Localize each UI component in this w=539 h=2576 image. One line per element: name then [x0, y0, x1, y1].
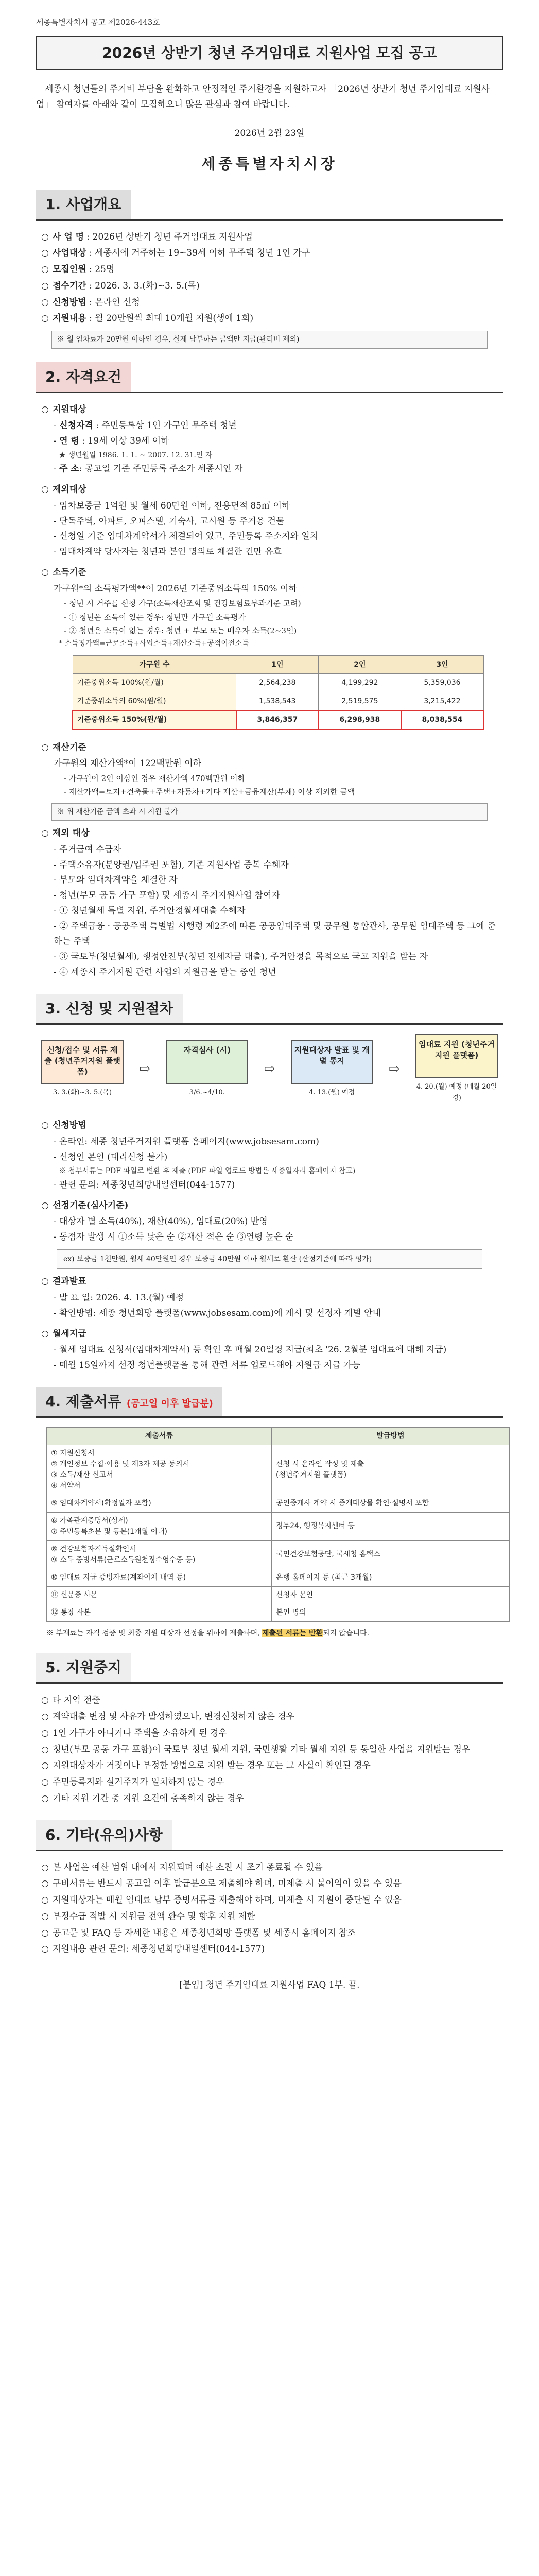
- bullet-icon: ○: [41, 248, 49, 259]
- table-row: [47, 1445, 510, 1495]
- section-header-overview: [36, 190, 503, 221]
- table-row: [73, 692, 483, 710]
- section-label: 1. 사업개요: [36, 190, 131, 219]
- exclude-title: ○ 제외대상: [41, 484, 86, 495]
- table-cell: 3,215,422: [401, 692, 483, 710]
- step-date: 4. 20.(월) 예정 (매월 20일경): [416, 1082, 497, 1103]
- bullet-icon: ○: [41, 1911, 49, 1922]
- item-key: 모집인원: [53, 264, 86, 275]
- table-cell: 정부24, 행정복지센터 등: [272, 1512, 510, 1540]
- income-table: [72, 655, 484, 730]
- list-item: - 월세 임대료 신청서(임대차계약서) 등 확인 후 매월 20일경 지급(최초 '26. 2월분 임대료에 대해 지급): [54, 1345, 447, 1355]
- bullet-icon: ○: [41, 1695, 49, 1706]
- table-cell: 1,538,543: [236, 692, 319, 710]
- list-item: - ② 청년은 소득이 없는 경우: 청년 + 부모 또는 배우자 소득(2~3인): [64, 625, 297, 635]
- bullet-icon: ○: [41, 280, 49, 291]
- item-value: : 세종시에 거주하는 19~39세 이하 무주택 청년 1인 가구: [86, 248, 310, 259]
- apply-list: [36, 1134, 503, 1165]
- list-item: - 청년 시 거주를 신청 가구(소득재산조회 및 건강보험료부과기준 고려): [64, 599, 301, 608]
- target-title: ○ 지원대상: [41, 404, 86, 415]
- asset-title: ○ 재산기준: [41, 742, 86, 753]
- bullet-icon: ○: [41, 313, 49, 324]
- documents-note: ※ 부재료는 자격 검증 및 최종 지원 대상자 선정을 위하여 제출하며, 제출된 서류는 반환되지 않습니다.: [46, 1629, 370, 1637]
- list-item: - 주거급여 수급자: [54, 844, 121, 855]
- table-row: [47, 1586, 510, 1604]
- income-title: ○ 소득기준: [41, 567, 86, 578]
- list-item: - 단독주택, 아파트, 오피스텔, 기숙사, 고시원 등 주거용 건물: [54, 516, 285, 527]
- table-cell: 기준중위소득 100%(원/월): [73, 674, 236, 692]
- table-cell: 공인중개사 계약 시 중개대상물 확인·설명서 포함: [272, 1495, 510, 1512]
- procedure-step: [41, 1040, 124, 1099]
- list-item: - ④ 세종시 주거지원 관련 사업의 지원금을 받는 중인 청년: [54, 967, 276, 977]
- overview-item: [41, 295, 503, 311]
- income-formula: * 소득평가액=근로소득+사업소득+재산소득+공적이전소득: [59, 639, 249, 648]
- list-item: [41, 1775, 503, 1790]
- list-item: - 청년(부모 공동 가구 포함) 및 세종시 주거지원사업 참여자: [54, 890, 280, 901]
- item-value: : 19세 이상 39세 이하: [79, 436, 169, 446]
- list-item: - 신청인 본인 (대리신청 불가): [54, 1151, 168, 1162]
- list-item: - 신청자격 : 주민등록상 1인 가구인 무주택 청년: [54, 420, 237, 431]
- notice-title: 2026년 상반기 청년 주거임대료 지원사업 모집 공고: [36, 36, 503, 70]
- section-header-eligibility: [36, 362, 503, 393]
- table-row: [47, 1495, 510, 1512]
- table-cell: ⑩ 임대료 지급 증빙자료(계좌이체 내역 등): [47, 1569, 272, 1586]
- list-item: - 재산가액=토지+건축물+주택+자동차+기타 재산+금융재산(부채) 이상 제외한 금액: [64, 787, 355, 797]
- list-item: - 가구원이 2인 이상인 경우 재산가액 470백만원 이하: [64, 774, 245, 783]
- list-item: - 부모와 임대차계약을 체결한 자: [54, 875, 178, 886]
- step-box: 지원대상자 발표 및 개별 통지: [291, 1040, 373, 1084]
- exclude-list: [36, 499, 503, 560]
- issuing-org: 세종특별자치시장: [201, 155, 338, 172]
- intro-paragraph: 세종시 청년들의 주거비 부담을 완화하고 안정적인 주거환경을 지원하고자 「2026년 상반기 청년 주거임대료 지원사업」 참여자를 아래와 같이 모집하오니 많은 관심과 참여 바랍니다.: [36, 84, 490, 110]
- suspension-list: [36, 1693, 503, 1806]
- list-item: - 임대차계약 당사자는 청년과 본인 명의로 체결한 건만 유효: [54, 547, 282, 557]
- step-box: 자격심사 (시): [166, 1040, 248, 1084]
- procedure-step: [166, 1040, 248, 1099]
- table-header: 1인: [236, 655, 319, 674]
- item-key: 접수기간: [53, 280, 86, 291]
- bullet-icon: ○: [41, 1927, 49, 1938]
- table-cell: 국민건강보험공단, 국세청 홈택스: [272, 1540, 510, 1569]
- apply-title: ○ 신청방법: [41, 1120, 86, 1130]
- step-date: 3. 3.(화)~3. 5.(목): [53, 1088, 112, 1096]
- notes-list: [36, 1860, 503, 1958]
- section-header-notes: [36, 1820, 503, 1851]
- selection-list: [36, 1214, 503, 1245]
- bullet-icon: ○: [41, 297, 49, 308]
- overview-item: [41, 279, 503, 294]
- overview-item: [41, 311, 503, 327]
- list-item: [41, 1709, 503, 1725]
- list-item: - 신청일 기준 임대차계약서가 체결되어 있고, 주민등록 주소지와 일치: [54, 531, 319, 542]
- table-row: [73, 674, 483, 692]
- table-cell: 2,519,575: [319, 692, 401, 710]
- item-key: 사 업 명: [53, 231, 84, 242]
- item-text: 주민등록지와 실거주지가 일치하지 않는 경우: [53, 1777, 224, 1787]
- income-desc: 가구원*의 소득평가액**이 2026년 기준중위소득의 150% 이하: [54, 583, 297, 594]
- list-item: [41, 1860, 503, 1876]
- income-notes: [36, 597, 503, 637]
- section-label: 2. 자격요건: [36, 362, 131, 392]
- item-text: 본 사업은 예산 범위 내에서 지원되며 예산 소진 시 조기 종료될 수 있음: [53, 1862, 323, 1873]
- item-value: : 주민등록상 1인 가구인 무주택 청년: [93, 420, 237, 431]
- item-text: 구비서류는 반드시 공고일 이후 발급분으로 제출해야 하며, 미제출 시 불이익이 있을 수 있음: [53, 1878, 402, 1889]
- item-text: 지원대상자가 거짓이나 부정한 방법으로 지원 받는 경우 또는 그 사실이 확인된 경우: [53, 1760, 371, 1771]
- list-item: - 동점자 발생 시 ①소득 낮은 순 ②재산 적은 순 ③연령 높은 순: [54, 1232, 294, 1242]
- item-key: 신청방법: [53, 297, 86, 308]
- list-item: - ① 청년은 소득이 있는 경우: 청년만 가구원 소득평가: [64, 612, 246, 622]
- table-header: 2인: [319, 655, 401, 674]
- asset-notes: [36, 772, 503, 799]
- bullet-icon: ○: [41, 1793, 49, 1804]
- inquiry: - 관련 문의: 세종청년희망내일센터(044-1577): [54, 1179, 235, 1190]
- list-item: [41, 1893, 503, 1908]
- list-item: [41, 1726, 503, 1741]
- item-text: 타 지역 전출: [53, 1695, 100, 1706]
- section-header-procedure: [36, 994, 503, 1025]
- table-header: 가구원 수: [73, 655, 236, 674]
- overview-item: [41, 262, 503, 278]
- item-text: 1인 가구가 아니거나 주택을 소유하게 된 경우: [53, 1727, 227, 1738]
- list-item: - 임차보증금 1억원 및 월세 60만원 이하, 전용면적 85㎡ 이하: [54, 500, 290, 511]
- list-item: - 매월 15일까지 선정 청년플랫폼을 통해 관련 서류 업로드해야 지원금 지급 가능: [54, 1360, 360, 1370]
- bullet-icon: ○: [41, 1711, 49, 1722]
- table-cell: 기준중위소득 150%(원/월): [73, 710, 236, 730]
- table-cell: ⑤ 임대차계약서(확정일자 포함): [47, 1495, 272, 1512]
- selection-example: ex) 보증금 1천만원, 월세 40만원인 경우 보증금 40만원 이하 월세로 환산 (산정기준에 따라 평가): [57, 1249, 482, 1269]
- item-key: 연 령: [59, 436, 79, 446]
- procedure-step: [291, 1040, 373, 1099]
- nonapp-list: [36, 842, 503, 980]
- overview-list: [36, 230, 503, 327]
- payment-list: [36, 1343, 503, 1374]
- item-text: 지원대상자는 매월 임대료 납부 증빙서류를 제출해야 하며, 미제출 시 지원이 중단될 수 있음: [53, 1895, 402, 1905]
- asset-box: ※ 위 재산기준 금액 초과 시 지원 불가: [51, 803, 488, 821]
- arrow-right-icon: ⇨: [388, 1061, 400, 1077]
- list-item: [41, 1926, 503, 1941]
- section-label: 3. 신청 및 지원절차: [36, 994, 183, 1023]
- arrow-right-icon: ⇨: [264, 1061, 275, 1077]
- list-item: - ③ 국토부(청년월세), 행정안전부(청년 전세자금 대출), 주거안정을 목적으로 국고 지원을 받는 자: [54, 952, 428, 962]
- procedure-step: [415, 1034, 498, 1105]
- bullet-icon: ○: [41, 1895, 49, 1905]
- table-header: 제출서류: [47, 1427, 272, 1445]
- step-date: 4. 13.(월) 예정: [309, 1088, 355, 1096]
- item-key: 신청자격: [59, 420, 93, 431]
- list-item: - 발 표 일: 2026. 4. 13.(월) 예정: [54, 1293, 184, 1303]
- section-label: 4. 제출서류 (공고일 이후 발급분): [36, 1387, 222, 1416]
- notice-date: 2026년 2월 23일: [234, 128, 305, 139]
- table-row: [47, 1512, 510, 1540]
- table-row: [47, 1604, 510, 1621]
- table-header: 3인: [401, 655, 483, 674]
- table-cell: 3,846,357: [236, 710, 319, 730]
- overview-item: [41, 230, 503, 245]
- result-title: ○ 결과발표: [41, 1276, 86, 1287]
- item-value: : 2026. 3. 3.(화)~3. 5.(목): [86, 280, 200, 291]
- list-item: [41, 1791, 503, 1807]
- bullet-icon: ○: [41, 1862, 49, 1873]
- bullet-icon: ○: [41, 1878, 49, 1889]
- bullet-icon: ○: [41, 1944, 49, 1955]
- list-item: - 확인방법: 세종 청년희망 플랫폼(www.jobsesam.com)에 게시 및 선정자 개별 안내: [54, 1308, 381, 1318]
- item-value: : 월 20만원씩 최대 10개월 지원(생애 1회): [86, 313, 254, 324]
- step-date: 3/6.~4/10.: [189, 1088, 225, 1096]
- item-key: 사업대상: [53, 248, 86, 259]
- overview-item: [41, 246, 503, 261]
- overview-note: ※ 월 임차료가 20만원 이하인 경우, 실제 납부하는 금액만 지급(관리비 제외): [51, 331, 488, 349]
- table-cell: ⑥ 가족관계증명서(상세) ⑦ 주민등록초본 및 등본(1개월 이내): [47, 1512, 272, 1540]
- list-item: - 연 령 : 19세 이상 39세 이하: [54, 436, 169, 446]
- table-cell: 2,564,238: [236, 674, 319, 692]
- table-cell: 4,199,292: [319, 674, 401, 692]
- documents-table: [46, 1427, 510, 1622]
- list-item: [41, 1942, 503, 1957]
- section-header-suspension: [36, 1653, 503, 1684]
- table-cell: 기준중위소득의 60%(원/월): [73, 692, 236, 710]
- age-note: ★ 생년월일 1986. 1. 1. ~ 2007. 12. 31.인 자: [59, 451, 213, 460]
- list-item: - 온라인: 세종 청년주거지원 플랫폼 홈페이지(www.jobsesam.com): [54, 1136, 319, 1147]
- address-item: - 주 소: 공고일 기준 주민등록 주소가 세종시인 자: [54, 464, 243, 474]
- list-item: - ① 청년월세 특별 지원, 주거안정월세대출 수혜자: [54, 905, 246, 916]
- payment-title: ○ 월세지급: [41, 1328, 86, 1339]
- item-key: 지원내용: [53, 313, 86, 324]
- table-cell: ① 지원신청서 ② 개인정보 수집·이용 및 제3자 제공 동의서 ③ 소득/재산 신고서 ④ 서약서: [47, 1445, 272, 1495]
- item-text: 기타 지원 기간 중 지원 요건에 충족하지 않는 경우: [53, 1793, 244, 1804]
- table-cell: 신청자 본인: [272, 1586, 510, 1604]
- section-label: 5. 지원중지: [36, 1653, 131, 1682]
- item-value: : 25명: [86, 264, 115, 275]
- section-label: 6. 기타(유의)사항: [36, 1820, 172, 1850]
- list-item: [41, 1909, 503, 1925]
- list-item: [41, 1876, 503, 1892]
- bullet-icon: ○: [41, 264, 49, 275]
- list-item: - ② 주택금융 · 공공주택 특별법 시행령 제2조에 따른 공공임대주택 및 공무원 통합관사, 공무원 임대주택 등 그에 준하는 주택: [54, 921, 496, 947]
- item-value: : 온라인 신청: [86, 297, 140, 308]
- bullet-icon: ○: [41, 1744, 49, 1755]
- table-cell: 은행 홈페이지 등 (최근 3개월): [272, 1569, 510, 1586]
- table-header: 발급방법: [272, 1427, 510, 1445]
- list-item: - 대상자 별 소득(40%), 재산(40%), 임대료(20%) 반영: [54, 1216, 268, 1227]
- item-text: 부정수급 적발 시 지원금 전액 환수 및 향후 지원 제한: [53, 1911, 255, 1922]
- table-cell: ⑪ 신분증 사본: [47, 1586, 272, 1604]
- step-box: 신청/접수 및 서류 제출 (청년주거지원 플랫폼): [41, 1040, 124, 1084]
- item-text: 청년(부모 공동 가구 포함)이 국토부 청년 월세 지원, 국민생활 기타 월세 지원 등 동일한 사업을 지원받는 경우: [53, 1744, 471, 1755]
- list-item: [41, 1758, 503, 1774]
- selection-title: ○ 선정기준(심사기준): [41, 1200, 129, 1211]
- item-text: 계약대출 변경 및 사유가 발생하였으나, 변경신청하지 않은 경우: [53, 1711, 295, 1722]
- item-text: 지원내용 관련 문의: 세종청년희망내일센터(044-1577): [53, 1944, 265, 1955]
- bullet-icon: ○: [41, 231, 49, 242]
- section-header-documents: [36, 1387, 503, 1418]
- table-cell: ⑫ 통장 사본: [47, 1604, 272, 1621]
- nonapp-title: ○ 제외 대상: [41, 828, 90, 838]
- asset-desc: 가구원의 재산가액*이 122백만원 이하: [54, 758, 202, 769]
- table-cell: 신청 시 온라인 작성 및 제출 (청년주거지원 플랫폼): [272, 1445, 510, 1495]
- bullet-icon: ○: [41, 1727, 49, 1738]
- table-cell: ⑧ 건강보험자격득실확인서 ⑨ 소득 증빙서류(근로소득원천징수영수증 등): [47, 1540, 272, 1569]
- table-cell: 본인 명의: [272, 1604, 510, 1621]
- table-cell: 8,038,554: [401, 710, 483, 730]
- item-value: : 2026년 상반기 청년 주거임대료 지원사업: [84, 231, 253, 242]
- item-text: 공고문 및 FAQ 등 자세한 내용은 세종청년희망 플랫폼 및 세종시 홈페이지 참조: [53, 1927, 356, 1938]
- table-cell: 5,359,036: [401, 674, 483, 692]
- table-row: [47, 1540, 510, 1569]
- bullet-icon: ○: [41, 1777, 49, 1787]
- notice-number: 세종특별자치시 공고 제2026-443호: [36, 18, 160, 27]
- list-item: [41, 1693, 503, 1708]
- list-item: [41, 1742, 503, 1758]
- result-list: [36, 1291, 503, 1321]
- arrow-right-icon: ⇨: [139, 1061, 151, 1077]
- table-row: [73, 710, 483, 730]
- table-cell: 6,298,938: [319, 710, 401, 730]
- attachment-footer: [붙임] 청년 주거임대료 지원사업 FAQ 1부. 끝.: [179, 1980, 360, 1990]
- target-list: [36, 418, 503, 449]
- procedure-steps: [41, 1034, 498, 1105]
- bullet-icon: ○: [41, 1760, 49, 1771]
- step-box: 임대료 지원 (청년주거지원 플랫폼): [415, 1034, 498, 1078]
- table-row: [47, 1569, 510, 1586]
- list-item: - 주택소유자(분양권/입주권 포함), 기존 지원사업 중복 수혜자: [54, 859, 289, 870]
- apply-note: ※ 첨부서류는 PDF 파일로 변환 후 제출 (PDF 파일 업로드 방법은 세종일자리 홈페이지 참고): [59, 1167, 356, 1176]
